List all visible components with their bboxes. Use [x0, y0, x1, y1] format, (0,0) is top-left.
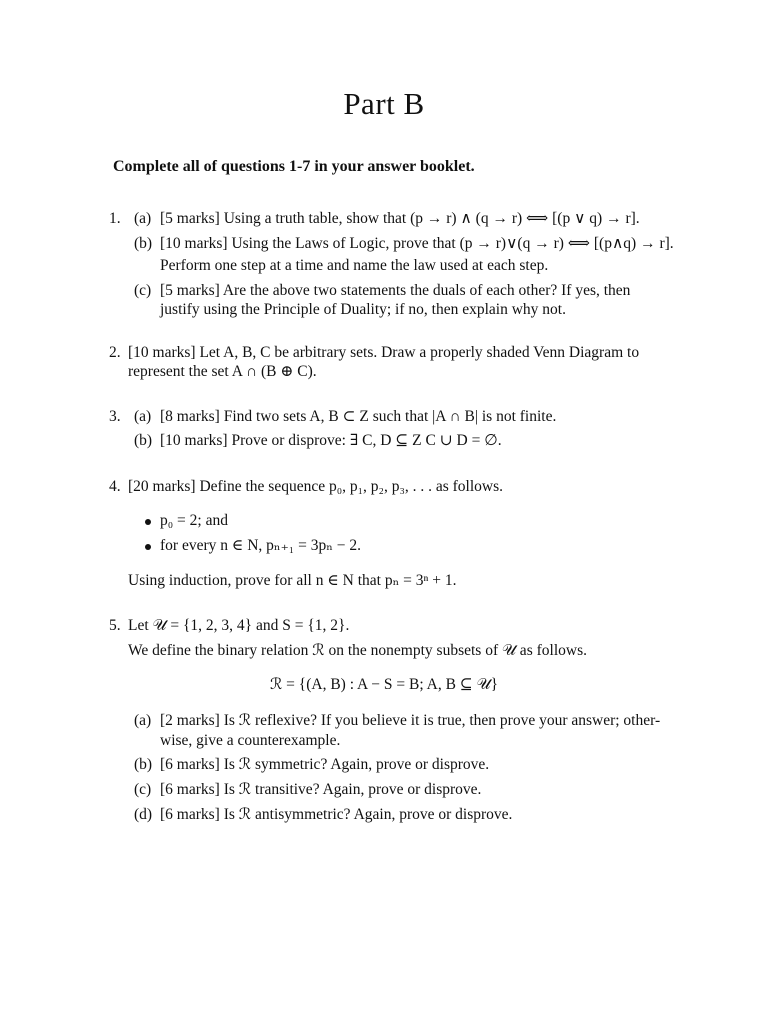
q5c-label: (c)	[134, 781, 152, 798]
q1a-label: (a)	[134, 210, 152, 227]
q3-number: 3.	[109, 408, 121, 425]
q1a-text: [5 marks] Using a truth table, show that (p → r) ∧ (q → r) ⟺ [(p ∨ q) → r].	[160, 210, 640, 227]
q5a-text-line1: [2 marks] Is ℛ reflexive? If you believe it is true, then prove your answer; other-	[160, 712, 661, 729]
q1b-label: (b)	[134, 235, 153, 252]
q5a-text-line2: wise, give a counterexample.	[160, 732, 341, 749]
q5b-label: (b)	[134, 756, 153, 773]
q1b-text-line1: [10 marks] Using the Laws of Logic, prove that (p → r)∨(q → r) ⟺ [(p∧q) → r].	[160, 235, 674, 252]
q3a-text: [8 marks] Find two sets A, B ⊂ Z such that |A ∩ B| is not finite.	[160, 408, 557, 425]
bullet-icon	[145, 519, 151, 525]
page-title: Part B	[343, 86, 425, 121]
q1-number: 1.	[109, 210, 121, 227]
q4-bullet-1: p₀ = 2; and	[160, 512, 228, 529]
instructions: Complete all of questions 1-7 in your answer booklet.	[113, 158, 475, 175]
q4-number: 4.	[109, 478, 121, 495]
q5a-label: (a)	[134, 712, 152, 729]
q3b-text: [10 marks] Prove or disprove: ∃ C, D ⊆ Z C ∪ D = ∅.	[160, 432, 502, 449]
q5d-text: [6 marks] Is ℛ antisymmetric? Again, prove or disprove.	[160, 806, 513, 823]
q3a-label: (a)	[134, 408, 152, 425]
q4-bullet-2: for every n ∈ N, pₙ₊₁ = 3pₙ − 2.	[160, 537, 362, 554]
q5-number: 5.	[109, 617, 121, 634]
q1b-text-line2: Perform one step at a time and name the law used at each step.	[160, 257, 549, 274]
q2-number: 2.	[109, 344, 121, 361]
q2-text-line1: [10 marks] Let A, B, C be arbitrary sets. Draw a properly shaded Venn Diagram to	[128, 344, 640, 361]
q5b-text: [6 marks] Is ℛ symmetric? Again, prove or disprove.	[160, 756, 490, 773]
q1c-text-line1: [5 marks] Are the above two statements the duals of each other? If yes, then	[160, 282, 631, 299]
q1c-label: (c)	[134, 282, 152, 299]
q5-formula: ℛ = {(A, B) : A − S = B; A, B ⊆ 𝒰}	[269, 676, 499, 693]
q3b-label: (b)	[134, 432, 153, 449]
q1c-text-line2: justify using the Principle of Duality; if no, then explain why not.	[160, 301, 566, 318]
q4-closing: Using induction, prove for all n ∈ N that pₙ = 3ⁿ + 1.	[128, 572, 457, 589]
q4-text-line1: [20 marks] Define the sequence p₀, p₁, p₂, p₃, . . . as follows.	[128, 478, 504, 495]
q5d-label: (d)	[134, 806, 153, 823]
q2-text-line2: represent the set A ∩ (B ⊕ C).	[128, 363, 317, 380]
bullet-icon	[145, 544, 151, 550]
q5-text-line1: Let 𝒰 = {1, 2, 3, 4} and S = {1, 2}.	[128, 617, 350, 634]
q5c-text: [6 marks] Is ℛ transitive? Again, prove or disprove.	[160, 781, 482, 798]
q5-text-line2: We define the binary relation ℛ on the nonempty subsets of 𝒰 as follows.	[128, 642, 587, 659]
